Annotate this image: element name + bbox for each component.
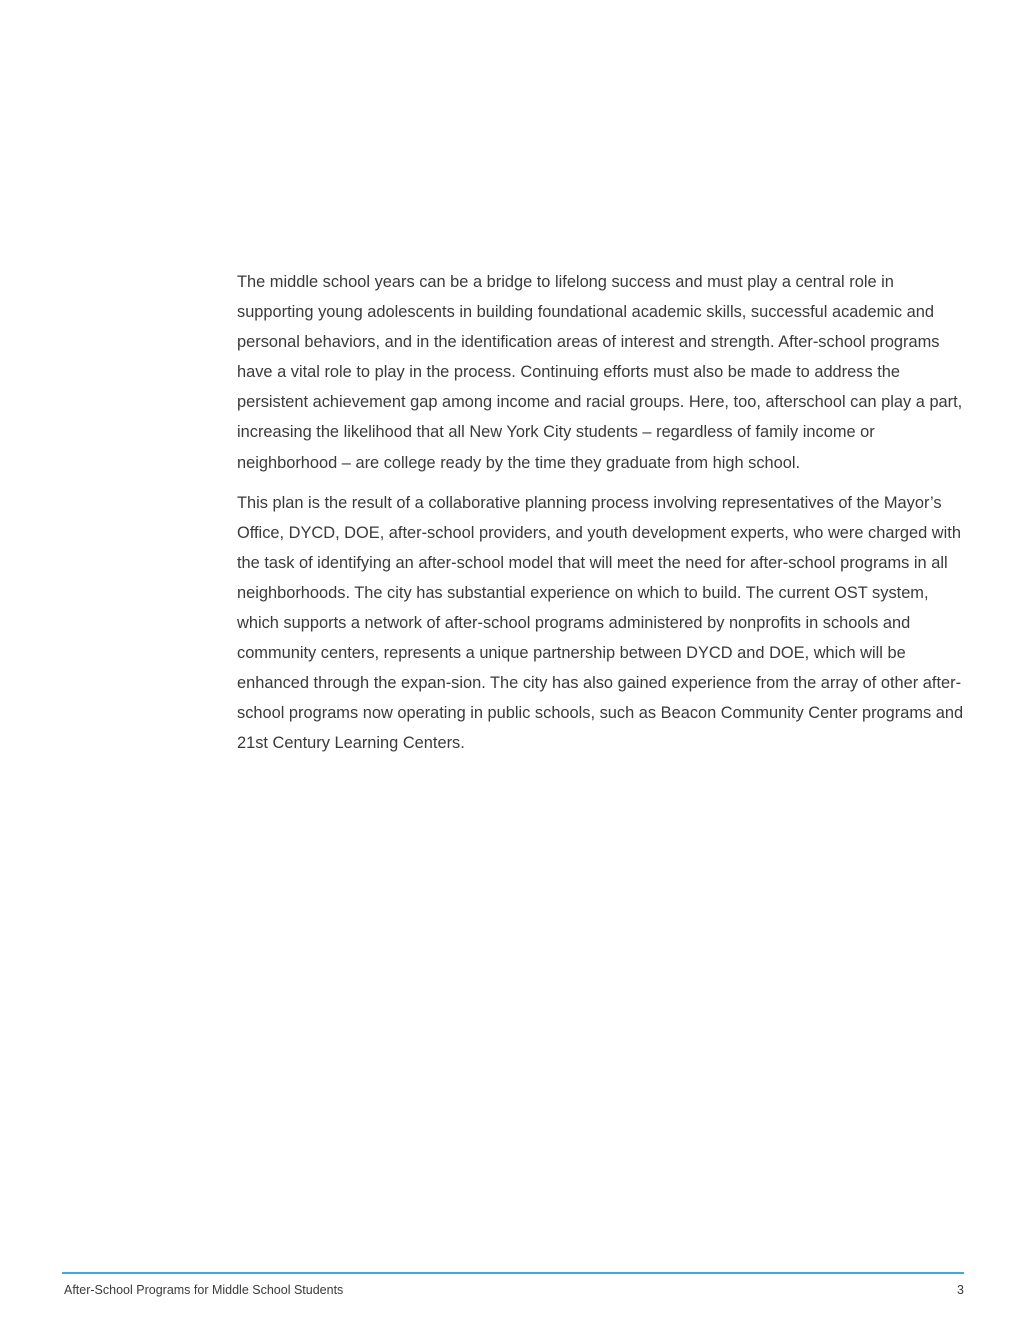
page-number: 3	[957, 1283, 964, 1297]
footer-rule	[62, 1272, 964, 1274]
body-text	[237, 267, 967, 769]
footer-title: After-School Programs for Middle School Students	[64, 1283, 344, 1297]
paragraph-intro: The middle school years can be a bridge to lifelong success and must play a central role in supporting young adolescents in building foundational academic skills, successful academic and personal behaviors, and in the identification areas of interest and strength. After-school programs have a vital role to play in the process. Continuing efforts must also be made to address the persistent achievement gap among income and racial groups. Here, too, afterschool can play a part, increasing the likelihood that all New York City students – regardless of family income or neighborhood – are college ready by the time they graduate from high school.	[237, 273, 963, 472]
paragraph-plan: This plan is the result of a collaborative planning process involving representatives of the Mayor’s Office, DYCD, DOE, after-school providers, and youth development experts, who were charged with the task of identifying an after-school model that will meet the need for after-school programs in all neighborhoods. The city has substantial experience on which to build. The current OST system, which supports a network of after-school programs administered by nonprofits in schools and community centers, represents a unique partnership between DYCD and DOE, which will be enhanced through the expan-sion. The city has also gained experience from the array of other after-school programs now operating in public schools, such as Beacon Community Center programs and 21st Century Learning Centers.	[237, 493, 964, 753]
